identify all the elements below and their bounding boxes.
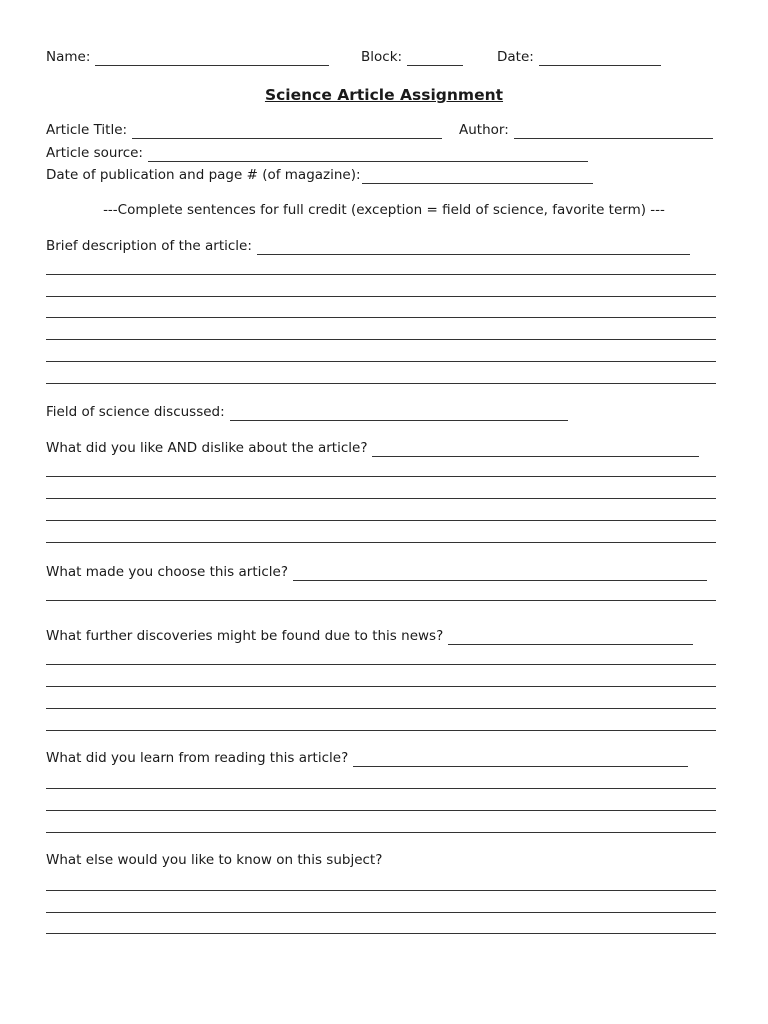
description-blank[interactable] <box>257 239 690 255</box>
block-label: Block: <box>361 49 403 65</box>
why-chosen-blank[interactable] <box>293 565 707 581</box>
description-line[interactable] <box>46 361 716 362</box>
like-dislike-row <box>46 439 699 457</box>
article-source-row <box>46 144 588 162</box>
learned-row <box>46 749 688 767</box>
description-line[interactable] <box>46 383 716 384</box>
why-chosen-row <box>46 563 707 581</box>
learned-line[interactable] <box>46 832 716 833</box>
discoveries-line[interactable] <box>46 686 716 687</box>
article-source-label: Article source: <box>46 145 143 161</box>
publication-blank[interactable] <box>362 168 593 184</box>
discoveries-blank[interactable] <box>448 629 693 645</box>
why-chosen-line[interactable] <box>46 600 716 601</box>
block-blank[interactable] <box>407 50 463 66</box>
want-to-know-line[interactable] <box>46 890 716 891</box>
description-line[interactable] <box>46 274 716 275</box>
why-chosen-label: What made you choose this article? <box>46 564 289 580</box>
like-dislike-line[interactable] <box>46 476 716 477</box>
author-row <box>459 121 713 139</box>
discoveries-row <box>46 627 693 645</box>
author-label: Author: <box>459 122 509 138</box>
article-source-blank[interactable] <box>148 146 588 162</box>
want-to-know-row <box>46 851 382 869</box>
instruction-note: ---Complete sentences for full credit (exception = field of science, favorite term) --- <box>103 202 665 218</box>
discoveries-label: What further discoveries might be found due to this news? <box>46 628 444 644</box>
discoveries-line[interactable] <box>46 730 716 731</box>
article-title-blank[interactable] <box>132 123 442 139</box>
learned-line[interactable] <box>46 810 716 811</box>
like-dislike-line[interactable] <box>46 542 716 543</box>
field-row <box>46 403 568 421</box>
description-line[interactable] <box>46 317 716 318</box>
like-dislike-label: What did you like AND dislike about the article? <box>46 440 368 456</box>
field-label: Field of science discussed: <box>46 404 225 420</box>
name-row <box>46 48 329 66</box>
page-title: Science Article Assignment <box>264 86 504 104</box>
discoveries-line[interactable] <box>46 708 716 709</box>
like-dislike-line[interactable] <box>46 498 716 499</box>
article-title-label: Article Title: <box>46 122 128 138</box>
discoveries-line[interactable] <box>46 664 716 665</box>
description-line[interactable] <box>46 296 716 297</box>
name-label: Name: <box>46 49 91 65</box>
want-to-know-line[interactable] <box>46 912 716 913</box>
block-row <box>361 48 463 66</box>
learned-label: What did you learn from reading this article? <box>46 750 349 766</box>
name-blank[interactable] <box>95 50 329 66</box>
description-label: Brief description of the article: <box>46 238 252 254</box>
want-to-know-label: What else would you like to know on this subject? <box>46 852 383 868</box>
like-dislike-line[interactable] <box>46 520 716 521</box>
article-title-row <box>46 121 442 139</box>
date-blank[interactable] <box>539 50 661 66</box>
description-line[interactable] <box>46 339 716 340</box>
like-dislike-blank[interactable] <box>372 441 699 457</box>
date-row <box>497 48 661 66</box>
want-to-know-line[interactable] <box>46 933 716 934</box>
author-blank[interactable] <box>514 123 713 139</box>
learned-line[interactable] <box>46 788 716 789</box>
description-row <box>46 237 690 255</box>
publication-label: Date of publication and page # (of magazine): <box>46 167 361 183</box>
publication-row <box>46 166 593 184</box>
field-blank[interactable] <box>230 405 568 421</box>
learned-blank[interactable] <box>353 751 688 767</box>
date-label: Date: <box>497 49 534 65</box>
